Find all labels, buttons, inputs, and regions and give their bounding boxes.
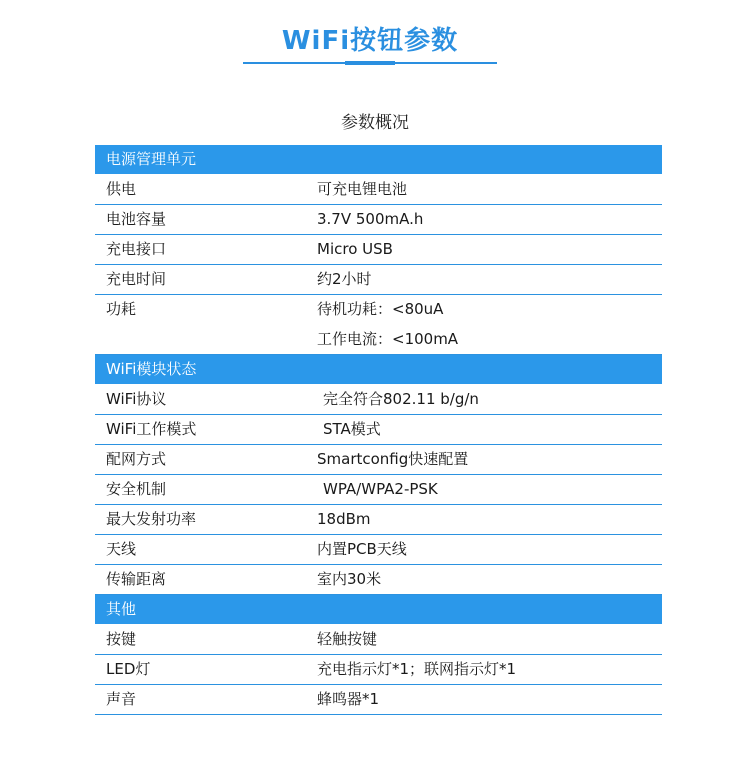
table-row <box>95 625 662 655</box>
table-row <box>95 535 662 565</box>
row-value: WPA/WPA2-PSK <box>323 480 438 498</box>
row-key: 充电接口 <box>106 240 167 258</box>
table-caption: 参数概况 <box>341 113 409 133</box>
row-value: Micro USB <box>317 240 393 258</box>
table-row <box>95 655 662 685</box>
row-value: 18dBm <box>317 510 371 528</box>
row-key: 充电时间 <box>106 270 167 288</box>
row-value: 完全符合802.11 b/g/n <box>323 390 479 408</box>
section-header-other <box>95 595 662 624</box>
section-title: 其他 <box>106 600 137 618</box>
row-key: 电池容量 <box>106 210 167 228</box>
section-title: 电源管理单元 <box>106 150 197 168</box>
table-row <box>95 175 662 205</box>
row-value: STA模式 <box>323 420 381 438</box>
row-key: WiFi工作模式 <box>106 420 197 438</box>
title-underline-accent <box>345 61 395 65</box>
table-row <box>95 235 662 265</box>
table-row <box>95 475 662 505</box>
row-key: 安全机制 <box>106 480 167 498</box>
table-row <box>95 685 662 715</box>
row-value: 3.7V 500mA.h <box>317 210 424 228</box>
row-key: 最大发射功率 <box>106 510 197 528</box>
table-row <box>95 415 662 445</box>
table-row <box>95 265 662 295</box>
row-key: 天线 <box>106 540 137 558</box>
page-title: WiFi按钮参数 <box>281 26 459 56</box>
row-key: LED灯 <box>106 660 151 678</box>
row-value: Smartconfig快速配置 <box>317 450 469 468</box>
section-header-wifi <box>95 355 662 384</box>
spec-table <box>95 145 662 715</box>
row-key: WiFi协议 <box>106 390 167 408</box>
table-row <box>95 445 662 475</box>
row-key: 功耗 <box>106 300 137 318</box>
row-value: 可充电锂电池 <box>317 180 408 198</box>
table-row <box>95 295 662 355</box>
row-value: 轻触按键 <box>317 630 378 648</box>
row-value: 蜂鸣器*1 <box>317 690 380 708</box>
row-value: 内置PCB天线 <box>317 540 407 558</box>
title-banner <box>243 22 497 66</box>
row-value-secondary: 工作电流：<100mA <box>317 330 459 348</box>
row-key: 供电 <box>106 180 137 198</box>
row-value: 充电指示灯*1；联网指示灯*1 <box>317 660 517 678</box>
row-key: 声音 <box>106 690 137 708</box>
row-value: 约2小时 <box>317 270 372 288</box>
row-key: 配网方式 <box>106 450 167 468</box>
row-value: 待机功耗：<80uA <box>317 300 444 318</box>
section-header-power <box>95 145 662 174</box>
table-row <box>95 565 662 595</box>
row-key: 按键 <box>106 630 137 648</box>
section-title: WiFi模块状态 <box>106 360 197 378</box>
table-row <box>95 205 662 235</box>
row-key: 传输距离 <box>106 570 167 588</box>
table-row <box>95 505 662 535</box>
row-value: 室内30米 <box>317 570 382 588</box>
table-row <box>95 385 662 415</box>
